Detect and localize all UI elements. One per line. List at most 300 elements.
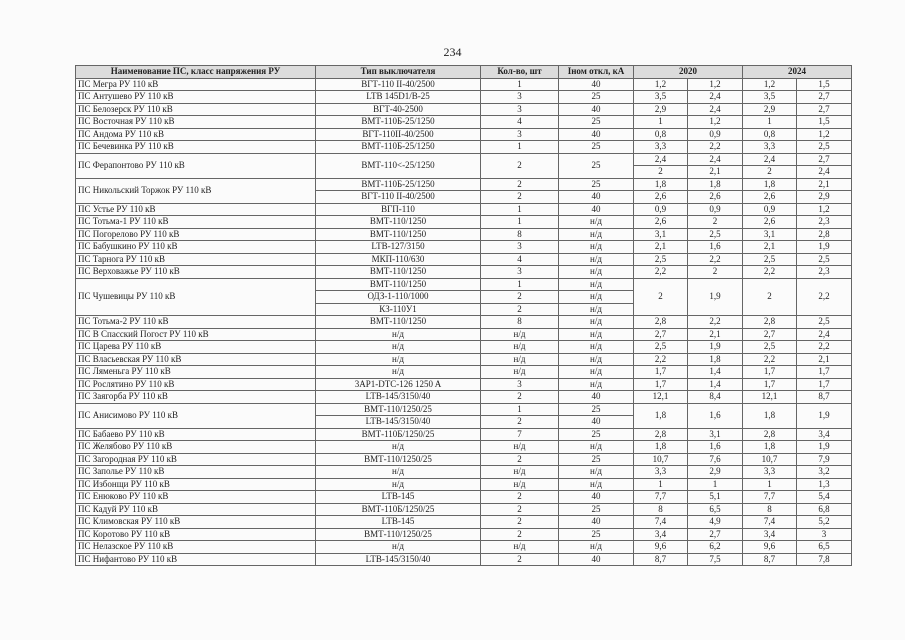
substation-name: ПС Белозерск РУ 110 кВ — [76, 103, 316, 116]
inom-value: 25 — [559, 503, 634, 516]
value-cell: 1,2 — [688, 78, 743, 91]
substation-name: ПС Чушевицы РУ 110 кВ — [76, 278, 316, 316]
value-cell: 1,8 — [634, 441, 688, 454]
value-cell: 2,1 — [797, 178, 852, 191]
value-cell: 10,7 — [743, 453, 797, 466]
inom-value: 40 — [559, 416, 634, 429]
inom-value: 40 — [559, 391, 634, 404]
value-cell: 1,8 — [688, 178, 743, 191]
header-breaker-type: Тип выключателя — [316, 66, 481, 79]
substation-name: ПС Ляменьга РУ 110 кВ — [76, 366, 316, 379]
value-cell: 2,5 — [797, 316, 852, 329]
inom-value: н/д — [559, 478, 634, 491]
value-cell: 4,9 — [688, 516, 743, 529]
value-cell: 2,7 — [797, 153, 852, 166]
value-cell: 3,4 — [634, 528, 688, 541]
substation-name: ПС Анисимово РУ 110 кВ — [76, 403, 316, 428]
value-cell: 1,2 — [797, 203, 852, 216]
table-row — [76, 316, 852, 329]
breaker-type: н/д — [316, 478, 481, 491]
value-cell: 2,5 — [743, 341, 797, 354]
page-number: 234 — [443, 45, 462, 59]
substation-name: ПС Царева РУ 110 кВ — [76, 341, 316, 354]
value-cell: 2,2 — [688, 316, 743, 329]
value-cell: 8,7 — [743, 553, 797, 566]
breaker-type: ВМТ-110Б/1250/25 — [316, 428, 481, 441]
value-cell: 3 — [797, 528, 852, 541]
table-row — [76, 391, 852, 404]
breaker-count: н/д — [481, 341, 559, 354]
value-cell: 2,2 — [797, 341, 852, 354]
value-cell: 2,1 — [797, 353, 852, 366]
value-cell: 2,7 — [797, 91, 852, 104]
substation-name: ПС В Спасский Погост РУ 110 кВ — [76, 328, 316, 341]
table-row — [76, 341, 852, 354]
value-cell: 1 — [743, 116, 797, 129]
breaker-type: LTB-145 — [316, 516, 481, 529]
breaker-count: н/д — [481, 328, 559, 341]
value-cell: 1,7 — [743, 378, 797, 391]
breaker-type: LTB-145 — [316, 491, 481, 504]
value-cell: 2 — [743, 166, 797, 179]
breaker-count: 2 — [481, 528, 559, 541]
inom-value: 40 — [559, 203, 634, 216]
value-cell: 2,6 — [688, 191, 743, 204]
breaker-type: ВМТ-110<-25/1250 — [316, 153, 481, 178]
value-cell: 2,4 — [688, 103, 743, 116]
table-row — [76, 278, 852, 291]
value-cell: 1,7 — [743, 366, 797, 379]
table-row — [76, 466, 852, 479]
inom-value: 25 — [559, 116, 634, 129]
inom-value: 40 — [559, 128, 634, 141]
breaker-type: ВМТ-110Б/1250/25 — [316, 503, 481, 516]
inom-value: н/д — [559, 541, 634, 554]
breaker-count: н/д — [481, 478, 559, 491]
inom-value: н/д — [559, 253, 634, 266]
breaker-count: 3 — [481, 91, 559, 104]
breaker-type: н/д — [316, 466, 481, 479]
substation-name: ПС Тарнога РУ 110 кВ — [76, 253, 316, 266]
value-cell: 6,2 — [688, 541, 743, 554]
value-cell: 2,6 — [743, 191, 797, 204]
breaker-type: КЗ-110У1 — [316, 303, 481, 316]
value-cell: 2,2 — [797, 278, 852, 316]
breaker-type: ВГТ-40-2500 — [316, 103, 481, 116]
substation-name: ПС Рослятино РУ 110 кВ — [76, 378, 316, 391]
value-cell: 2,4 — [743, 153, 797, 166]
inom-value: 25 — [559, 153, 634, 178]
value-cell: 3,3 — [743, 141, 797, 154]
value-cell: 6,5 — [797, 541, 852, 554]
breaker-count: 2 — [481, 303, 559, 316]
breaker-count: 2 — [481, 191, 559, 204]
breaker-count: 4 — [481, 253, 559, 266]
value-cell: 1,7 — [797, 378, 852, 391]
value-cell: 9,6 — [634, 541, 688, 554]
value-cell: 1,8 — [688, 353, 743, 366]
inom-value: н/д — [559, 441, 634, 454]
inom-value: 25 — [559, 403, 634, 416]
table-row — [76, 228, 852, 241]
inom-value: 40 — [559, 553, 634, 566]
value-cell: 2,2 — [743, 353, 797, 366]
breaker-count: 3 — [481, 128, 559, 141]
value-cell: 1,8 — [634, 178, 688, 191]
substation-name: ПС Заполье РУ 110 кВ — [76, 466, 316, 479]
breaker-type: н/д — [316, 441, 481, 454]
value-cell: 2,7 — [634, 328, 688, 341]
table-row — [76, 366, 852, 379]
breaker-type: ВМТ-110/1250 — [316, 266, 481, 279]
value-cell: 1,8 — [743, 178, 797, 191]
substation-name: ПС Заягорба РУ 110 кВ — [76, 391, 316, 404]
breaker-type: ОДЗ-1-110/1000 — [316, 291, 481, 304]
value-cell: 1,8 — [743, 403, 797, 428]
value-cell: 12,1 — [634, 391, 688, 404]
value-cell: 3,2 — [797, 466, 852, 479]
value-cell: 1 — [634, 478, 688, 491]
value-cell: 6,5 — [688, 503, 743, 516]
value-cell: 2,9 — [634, 103, 688, 116]
value-cell: 2,8 — [634, 428, 688, 441]
value-cell: 1 — [634, 116, 688, 129]
table-row — [76, 403, 852, 416]
value-cell: 1,9 — [797, 441, 852, 454]
table-row — [76, 453, 852, 466]
value-cell: 2,3 — [797, 266, 852, 279]
table-header-row — [76, 66, 852, 79]
inom-value: н/д — [559, 353, 634, 366]
breaker-count: 1 — [481, 141, 559, 154]
value-cell: 7,6 — [688, 453, 743, 466]
breaker-count: н/д — [481, 353, 559, 366]
value-cell: 2,2 — [634, 353, 688, 366]
value-cell: 2,5 — [688, 228, 743, 241]
substation-name: ПС Андома РУ 110 кВ — [76, 128, 316, 141]
substation-name: ПС Енюково РУ 110 кВ — [76, 491, 316, 504]
breaker-table — [75, 65, 852, 566]
value-cell: 2 — [634, 278, 688, 316]
table-row — [76, 378, 852, 391]
substation-name: ПС Бабаево РУ 110 кВ — [76, 428, 316, 441]
value-cell: 0,9 — [743, 203, 797, 216]
value-cell: 2,5 — [634, 341, 688, 354]
inom-value: 25 — [559, 141, 634, 154]
table-row — [76, 91, 852, 104]
value-cell: 9,6 — [743, 541, 797, 554]
breaker-count: 2 — [481, 178, 559, 191]
value-cell: 7,9 — [797, 453, 852, 466]
breaker-count: н/д — [481, 541, 559, 554]
value-cell: 5,1 — [688, 491, 743, 504]
value-cell: 2,2 — [688, 141, 743, 154]
value-cell: 2,3 — [797, 216, 852, 229]
inom-value: н/д — [559, 216, 634, 229]
value-cell: 3,3 — [743, 466, 797, 479]
breaker-type: ВМТ-110/1250 — [316, 316, 481, 329]
value-cell: 3,1 — [634, 228, 688, 241]
table-row — [76, 266, 852, 279]
breaker-count: н/д — [481, 466, 559, 479]
breaker-count: 1 — [481, 78, 559, 91]
value-cell: 7,4 — [743, 516, 797, 529]
value-cell: 8,4 — [688, 391, 743, 404]
inom-value: н/д — [559, 278, 634, 291]
breaker-type: ВМТ-110Б-25/1250 — [316, 141, 481, 154]
table-row — [76, 153, 852, 166]
value-cell: 1 — [688, 478, 743, 491]
substation-name: ПС Климовская РУ 110 кВ — [76, 516, 316, 529]
breaker-count: 2 — [481, 503, 559, 516]
inom-value: 25 — [559, 528, 634, 541]
value-cell: 2,7 — [743, 328, 797, 341]
value-cell: 1,7 — [797, 366, 852, 379]
value-cell: 3,1 — [743, 228, 797, 241]
inom-value: н/д — [559, 341, 634, 354]
value-cell: 1,9 — [797, 241, 852, 254]
breaker-type: LTB 145D1/B-25 — [316, 91, 481, 104]
header-2024: 2024 — [743, 66, 852, 79]
value-cell: 1,5 — [797, 78, 852, 91]
value-cell: 2,6 — [634, 191, 688, 204]
value-cell: 1,7 — [634, 366, 688, 379]
breaker-type: ВМТ-110Б-25/1250 — [316, 116, 481, 129]
breaker-count: 7 — [481, 428, 559, 441]
header-inom: Iном откл, кА — [559, 66, 634, 79]
substation-name: ПС Кадуй РУ 110 кВ — [76, 503, 316, 516]
breaker-type: н/д — [316, 353, 481, 366]
table-row — [76, 241, 852, 254]
value-cell: 2,2 — [634, 266, 688, 279]
value-cell: 2,5 — [743, 253, 797, 266]
breaker-count: 3 — [481, 378, 559, 391]
breaker-type: ВГТ-110II-40/2500 — [316, 128, 481, 141]
value-cell: 2,1 — [634, 241, 688, 254]
value-cell: 3,5 — [634, 91, 688, 104]
value-cell: 2 — [688, 266, 743, 279]
value-cell: 2 — [634, 166, 688, 179]
breaker-type: LTB-127/3150 — [316, 241, 481, 254]
breaker-count: 8 — [481, 228, 559, 241]
table-row — [76, 478, 852, 491]
breaker-type: ВМТ-110/1250 — [316, 278, 481, 291]
value-cell: 2,8 — [743, 316, 797, 329]
breaker-count: 1 — [481, 403, 559, 416]
value-cell: 3,4 — [743, 528, 797, 541]
breaker-count: 2 — [481, 416, 559, 429]
inom-value: 25 — [559, 453, 634, 466]
value-cell: 2,5 — [797, 141, 852, 154]
inom-value: н/д — [559, 466, 634, 479]
breaker-type: ВМТ-110/1250/25 — [316, 528, 481, 541]
value-cell: 3,5 — [743, 91, 797, 104]
header-2020: 2020 — [634, 66, 743, 79]
value-cell: 8,7 — [634, 553, 688, 566]
value-cell: 2,7 — [688, 528, 743, 541]
table-row — [76, 528, 852, 541]
inom-value: 40 — [559, 191, 634, 204]
table-row — [76, 141, 852, 154]
value-cell: 2,5 — [797, 253, 852, 266]
value-cell: 12,1 — [743, 391, 797, 404]
breaker-count: 2 — [481, 553, 559, 566]
value-cell: 2,9 — [797, 191, 852, 204]
breaker-count: 2 — [481, 153, 559, 178]
value-cell: 2,9 — [688, 466, 743, 479]
value-cell: 2,9 — [743, 103, 797, 116]
value-cell: 0,9 — [688, 128, 743, 141]
inom-value: 40 — [559, 491, 634, 504]
value-cell: 2,6 — [743, 216, 797, 229]
substation-name: ПС Ферапонтово РУ 110 кВ — [76, 153, 316, 178]
substation-name: ПС Бечевинка РУ 110 кВ — [76, 141, 316, 154]
substation-name: ПС Желябово РУ 110 кВ — [76, 441, 316, 454]
value-cell: 8 — [743, 503, 797, 516]
breaker-count: 2 — [481, 516, 559, 529]
inom-value: н/д — [559, 316, 634, 329]
value-cell: 1,9 — [797, 403, 852, 428]
substation-name: ПС Тотьма-1 РУ 110 кВ — [76, 216, 316, 229]
substation-name: ПС Мегра РУ 110 кВ — [76, 78, 316, 91]
table-row — [76, 328, 852, 341]
breaker-count: 8 — [481, 316, 559, 329]
value-cell: 2,6 — [634, 216, 688, 229]
value-cell: 2 — [743, 278, 797, 316]
table-row — [76, 253, 852, 266]
inom-value: н/д — [559, 291, 634, 304]
inom-value: н/д — [559, 378, 634, 391]
substation-name: ПС Тотьма-2 РУ 110 кВ — [76, 316, 316, 329]
value-cell: 1,2 — [688, 116, 743, 129]
inom-value: н/д — [559, 228, 634, 241]
value-cell: 7,8 — [797, 553, 852, 566]
substation-name: ПС Избонщи РУ 110 кВ — [76, 478, 316, 491]
substation-name: ПС Власьевская РУ 110 кВ — [76, 353, 316, 366]
table-row — [76, 116, 852, 129]
value-cell: 2,8 — [797, 228, 852, 241]
table-row — [76, 128, 852, 141]
value-cell: 1,5 — [797, 116, 852, 129]
inom-value: 25 — [559, 91, 634, 104]
inom-value: н/д — [559, 328, 634, 341]
breaker-count: 3 — [481, 103, 559, 116]
breaker-type: LTB-145/3150/40 — [316, 391, 481, 404]
table-body — [76, 78, 852, 566]
value-cell: 3,3 — [634, 141, 688, 154]
table-row — [76, 491, 852, 504]
breaker-type: ВГТ-110 II-40/2500 — [316, 191, 481, 204]
value-cell: 10,7 — [634, 453, 688, 466]
value-cell: 5,2 — [797, 516, 852, 529]
value-cell: 2,5 — [634, 253, 688, 266]
breaker-count: 1 — [481, 278, 559, 291]
value-cell: 2,2 — [688, 253, 743, 266]
inom-value: 40 — [559, 78, 634, 91]
breaker-type: н/д — [316, 366, 481, 379]
value-cell: 8,7 — [797, 391, 852, 404]
substation-name: ПС Антушево РУ 110 кВ — [76, 91, 316, 104]
table-row — [76, 203, 852, 216]
breaker-count: 1 — [481, 216, 559, 229]
breaker-type: н/д — [316, 328, 481, 341]
table-row — [76, 428, 852, 441]
value-cell: 1,4 — [688, 378, 743, 391]
value-cell: 2,2 — [743, 266, 797, 279]
value-cell: 0,8 — [634, 128, 688, 141]
value-cell: 1,8 — [634, 403, 688, 428]
value-cell: 7,7 — [743, 491, 797, 504]
substation-name: ПС Восточная РУ 110 кВ — [76, 116, 316, 129]
value-cell: 0,8 — [743, 128, 797, 141]
value-cell: 6,8 — [797, 503, 852, 516]
value-cell: 1,3 — [797, 478, 852, 491]
table-row — [76, 353, 852, 366]
value-cell: 2,4 — [634, 153, 688, 166]
value-cell: 1,6 — [688, 241, 743, 254]
value-cell: 2,1 — [743, 241, 797, 254]
value-cell: 0,9 — [634, 203, 688, 216]
inom-value: н/д — [559, 366, 634, 379]
value-cell: 3,1 — [688, 428, 743, 441]
value-cell: 3,4 — [797, 428, 852, 441]
inom-value: н/д — [559, 266, 634, 279]
inom-value: 40 — [559, 103, 634, 116]
inom-value: 25 — [559, 178, 634, 191]
substation-name: ПС Коротово РУ 110 кВ — [76, 528, 316, 541]
substation-name: ПС Загородная РУ 110 кВ — [76, 453, 316, 466]
table-row — [76, 553, 852, 566]
value-cell: 1,9 — [688, 278, 743, 316]
header-count: Кол-во, шт — [481, 66, 559, 79]
table-row — [76, 78, 852, 91]
breaker-count: 2 — [481, 491, 559, 504]
value-cell: 2,1 — [688, 166, 743, 179]
breaker-count: н/д — [481, 441, 559, 454]
table-row — [76, 178, 852, 191]
value-cell: 1,6 — [688, 441, 743, 454]
breaker-type: ВМТ-110/1250 — [316, 216, 481, 229]
breaker-type: ВМТ-110/1250/25 — [316, 403, 481, 416]
breaker-type: LTB-145/3150/40 — [316, 416, 481, 429]
value-cell: 5,4 — [797, 491, 852, 504]
value-cell: 7,7 — [634, 491, 688, 504]
breaker-type: МКП-110/630 — [316, 253, 481, 266]
substation-name: ПС Устье РУ 110 кВ — [76, 203, 316, 216]
inom-value: 40 — [559, 516, 634, 529]
breaker-type: н/д — [316, 541, 481, 554]
value-cell: 2,4 — [688, 153, 743, 166]
breaker-count: 2 — [481, 291, 559, 304]
breaker-type: 3AP1-DTC-126 1250 A — [316, 378, 481, 391]
value-cell: 1,8 — [743, 441, 797, 454]
breaker-count: 4 — [481, 116, 559, 129]
value-cell: 1,6 — [688, 403, 743, 428]
substation-name: ПС Бабушкино РУ 110 кВ — [76, 241, 316, 254]
breaker-type: ВМТ-110Б-25/1250 — [316, 178, 481, 191]
table-row — [76, 541, 852, 554]
breaker-type: ВГТ-110 II-40/2500 — [316, 78, 481, 91]
breaker-type: LTB-145/3150/40 — [316, 553, 481, 566]
table-row — [76, 503, 852, 516]
breaker-type: н/д — [316, 341, 481, 354]
value-cell: 1,9 — [688, 341, 743, 354]
value-cell: 7,4 — [634, 516, 688, 529]
breaker-count: 3 — [481, 266, 559, 279]
value-cell: 3,3 — [634, 466, 688, 479]
value-cell: 1 — [743, 478, 797, 491]
header-name: Наименование ПС, класс напряжения РУ — [76, 66, 316, 79]
